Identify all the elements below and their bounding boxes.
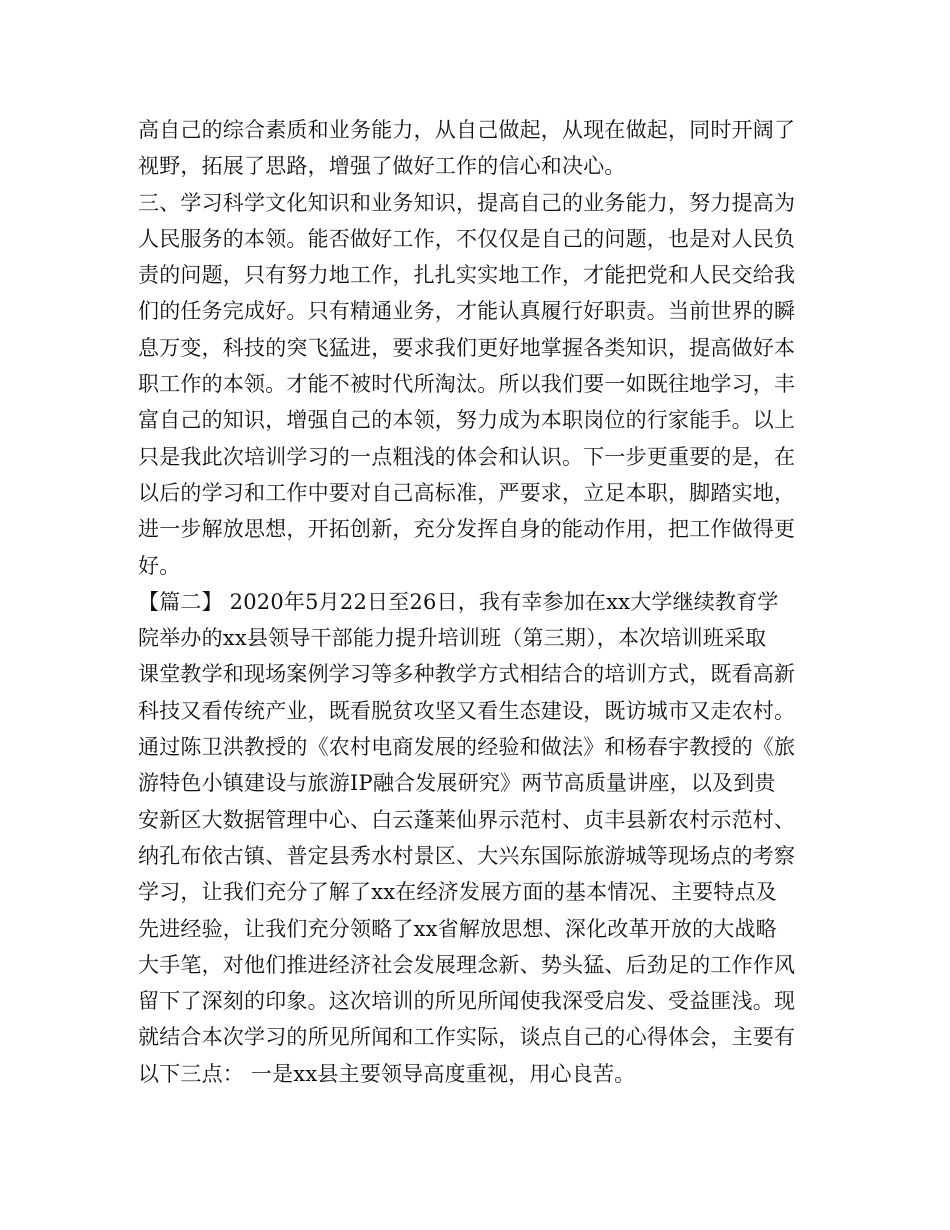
text-line: 以下三点： 一是xx县主要领导高度重视，用心良苦。 <box>138 1061 636 1086</box>
text-line: 通过陈卫洪教授的《农村电商发展的经验和做法》和杨春宇教授的《旅 <box>138 735 796 760</box>
text-line: 科技又看传统产业，既看脱贫攻坚又看生态建设，既访城市又走农村。 <box>138 698 796 723</box>
text-line: 就结合本次学习的所见所闻和工作实际，谈点自己的心得体会，主要有 <box>138 1025 796 1050</box>
body-text <box>138 112 828 1092</box>
text-line: 只是我此次培训学习的一点粗浅的体会和认识。下一步更重要的是，在 <box>138 444 796 469</box>
text-line: 【篇二】 2020年5月22日至26日，我有幸参加在xx大学继续教育学 <box>138 589 779 614</box>
text-line: 们的任务完成好。只有精通业务，才能认真履行好职责。当前世界的瞬 <box>138 299 796 324</box>
text-line: 纳孔布依古镇、普定县秀水村景区、大兴东国际旅游城等现场点的考察 <box>138 843 796 868</box>
text-line: 好。 <box>138 553 181 578</box>
text-line: 留下了深刻的印象。这次培训的所见所闻使我深受启发、受益匪浅。现 <box>138 989 796 1014</box>
text-line: 高自己的综合素质和业务能力，从自己做起，从现在做起，同时开阔了 <box>138 118 796 142</box>
text-line: 职工作的本领。才能不被时代所淘汰。所以我们要一如既往地学习，丰 <box>138 372 796 397</box>
text-line: 视野，拓展了思路，增强了做好工作的信心和决心。 <box>138 154 626 179</box>
text-line: 学习，让我们充分了解了xx在经济发展方面的基本情况、主要特点及 <box>138 880 777 905</box>
text-line: 责的问题，只有努力地工作，扎扎实实地工作，才能把党和人民交给我 <box>138 263 796 288</box>
text-line: 人民服务的本领。能否做好工作，不仅仅是自己的问题，也是对人民负 <box>138 226 796 251</box>
text-line: 富自己的知识，增强自己的本领，努力成为本职岗位的行家能手。以上 <box>138 408 796 433</box>
text-line: 先进经验，让我们充分领略了xx省解放思想、深化改革开放的大战略 <box>138 916 777 941</box>
text-line: 院举办的xx县领导干部能力提升培训班（第三期），本次培训班采取 <box>138 626 767 651</box>
text-line: 进一步解放思想，开拓创新，充分发挥自身的能动作用，把工作做得更 <box>138 517 796 542</box>
text-line: 安新区大数据管理中心、白云蓬莱仙界示范村、贞丰县新农村示范村、 <box>138 807 796 832</box>
text-line: 以后的学习和工作中要对自己高标准，严要求，立足本职，脚踏实地， <box>138 480 796 505</box>
text-line: 游特色小镇建设与旅游IP融合发展研究》两节高质量讲座，以及到贵 <box>138 771 776 796</box>
text-line: 大手笔，对他们推进经济社会发展理念新、势头猛、后劲足的工作作风 <box>138 952 796 977</box>
text-line: 课堂教学和现场案例学习等多种教学方式相结合的培训方式，既看高新 <box>138 662 796 687</box>
text-line: 息万变，科技的突飞猛进，要求我们更好地掌握各类知识，提高做好本 <box>138 335 796 360</box>
text-line: 三、学习科学文化知识和业务知识，提高自己的业务能力，努力提高为 <box>138 190 796 215</box>
